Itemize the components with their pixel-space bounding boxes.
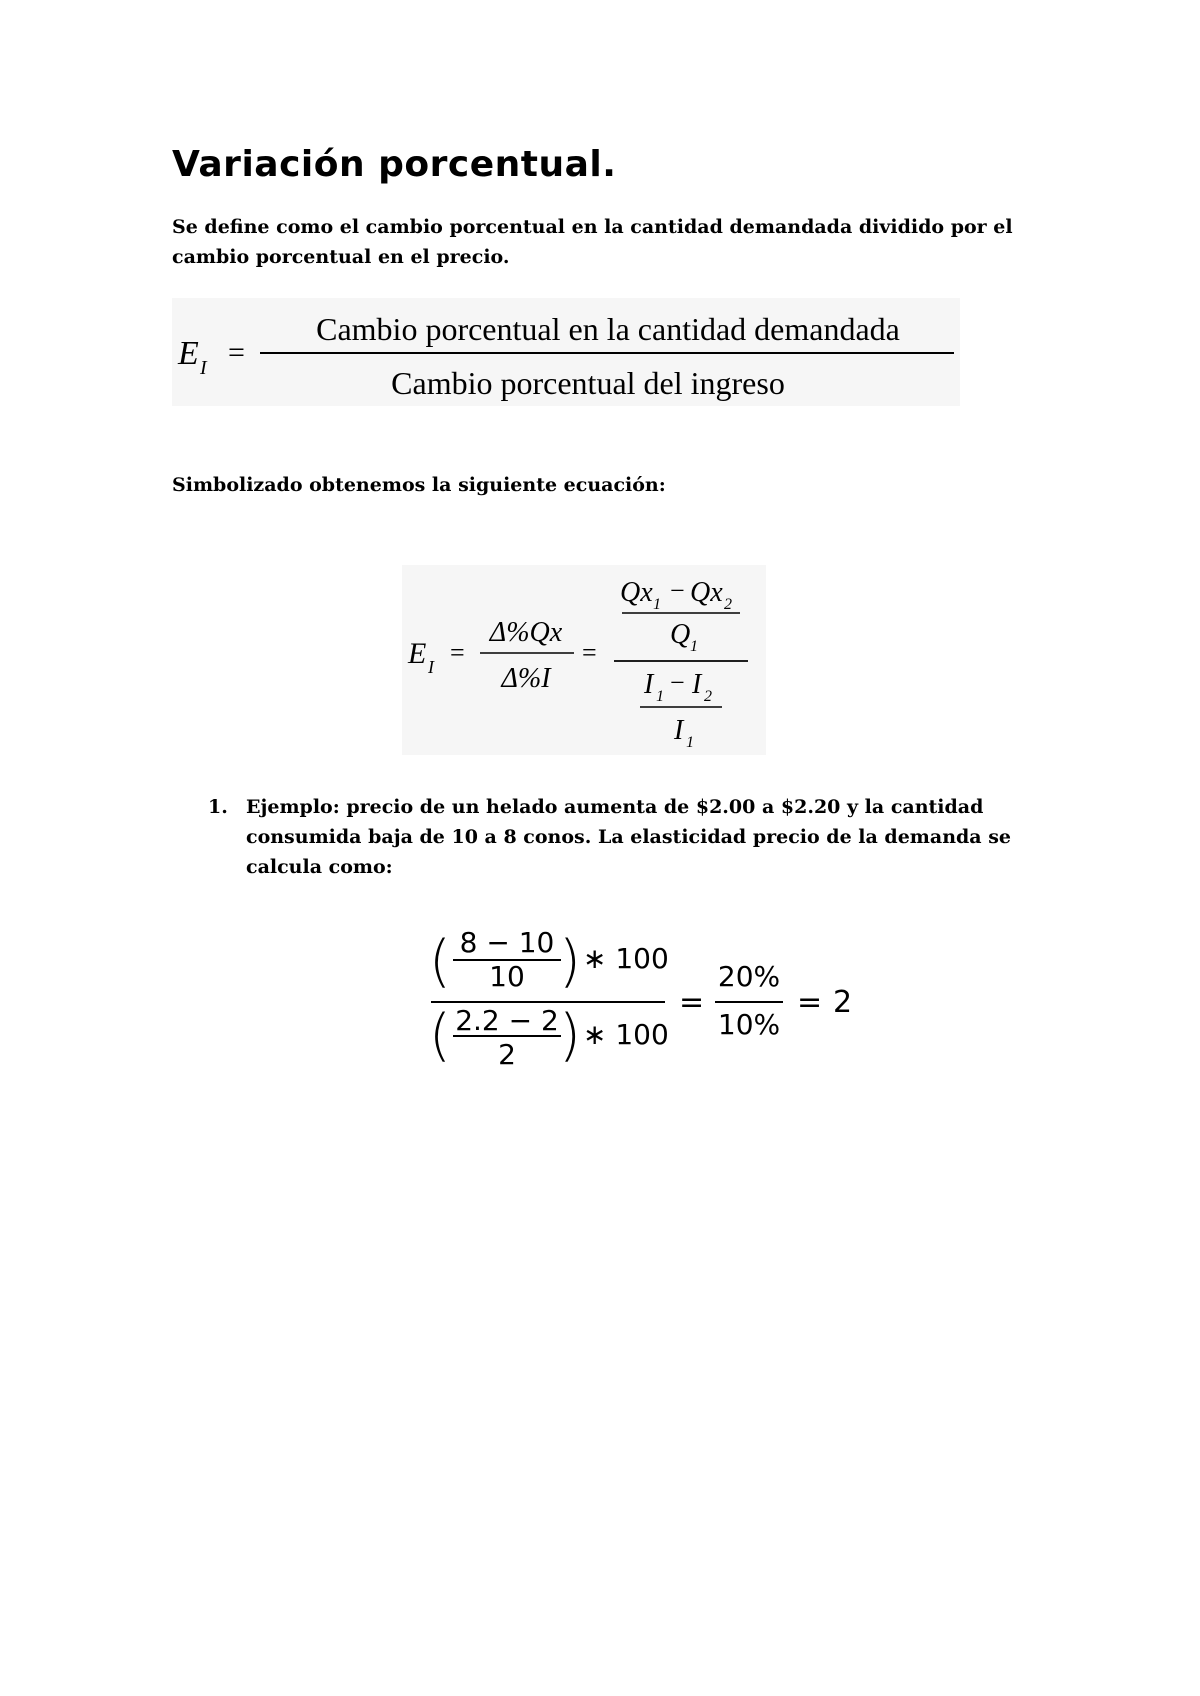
formula1-equals: = — [228, 336, 245, 369]
formula2-bot-num-a: I — [644, 669, 654, 700]
formula3-top-right-paren: ) — [559, 929, 581, 994]
formula3-bottom-left-paren: ( — [429, 1003, 451, 1068]
formula3-bottom-inner-num: 2.2 − 2 — [455, 1004, 559, 1037]
symbolized-paragraph: Simbolizado obtenemos la siguiente ecuación: — [172, 474, 666, 496]
formula1-lhs-sub: I — [200, 357, 207, 379]
formula3-result-den: 10% — [717, 1008, 781, 1041]
price-elasticity-example-formula — [425, 920, 865, 1080]
formula3-equals2: = — [797, 985, 823, 1020]
formula3-top-inner-den: 10 — [489, 960, 525, 993]
income-elasticity-symbolic-formula — [402, 565, 766, 755]
formula2-equals2: = — [582, 638, 597, 667]
formula3-bottom-right-paren: ) — [559, 1003, 581, 1068]
formula1-denominator: Cambio porcentual del ingreso — [391, 365, 785, 401]
list-item-text: Ejemplo: precio de un helado aumenta de $2.00 a $2.20 y la cantidad consumida baja de 10 a 8 conos. La elasticidad precio de la demanda se calcula como: — [246, 796, 1012, 878]
formula3-top-inner-num: 8 − 10 — [459, 926, 555, 959]
formula2-bot-num-sub1: 1 — [656, 688, 664, 705]
intro-paragraph: Se define como el cambio porcentual en la cantidad demandada dividido por el cambio porcentual en el precio. — [172, 216, 1013, 268]
formula1-lhs: E — [178, 335, 199, 372]
formula3-result: 2 — [833, 985, 853, 1020]
formula2-top-den: Q — [670, 619, 691, 650]
formula3-equals: = — [679, 985, 705, 1020]
page-title: Variación porcentual. — [172, 144, 617, 185]
formula2-top-num-b: Qx — [690, 577, 723, 608]
list-item — [172, 792, 1032, 882]
formula2-top-num-sub1: 1 — [653, 596, 661, 613]
formula2-top-minus: − — [670, 576, 685, 605]
formula2-bot-num-b: I — [692, 669, 702, 700]
example-list — [172, 792, 1032, 882]
list-item-number: 1. — [208, 796, 228, 818]
formula2-top-den-sub: 1 — [690, 638, 698, 655]
formula2-bot-den: I — [674, 715, 684, 746]
formula2-equals: = — [450, 638, 465, 667]
formula2-bot-num-sub2: 2 — [704, 688, 712, 705]
income-elasticity-definition-formula — [172, 298, 960, 406]
formula3-times-100-bottom: ∗ 100 — [583, 1018, 669, 1051]
formula2-top-num-a: Qx — [620, 577, 653, 608]
formula3-top-left-paren: ( — [429, 929, 451, 994]
formula3-times-100-top: ∗ 100 — [583, 942, 669, 975]
formula3-bottom-inner-den: 2 — [498, 1038, 516, 1071]
formula3-result-num: 20% — [717, 960, 781, 993]
formula2-lhs: E — [408, 637, 427, 670]
formula2-num1: Δ%Qx — [489, 617, 563, 648]
formula2-den1: Δ%I — [501, 663, 551, 694]
formula1-numerator: Cambio porcentual en la cantidad demandada — [316, 311, 900, 347]
formula2-top-num-sub2: 2 — [724, 596, 732, 613]
formula2-bot-den-sub: 1 — [686, 734, 694, 751]
formula2-lhs-sub: I — [428, 657, 434, 677]
formula2-bot-minus: − — [670, 668, 685, 697]
